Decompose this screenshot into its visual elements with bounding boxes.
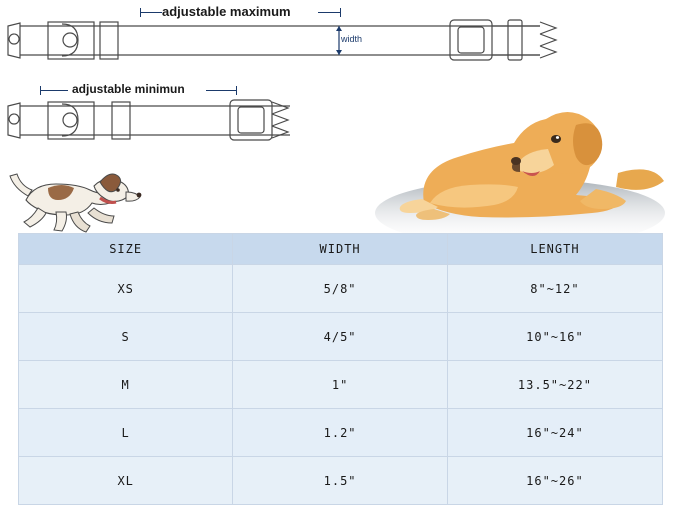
cell-width: 5/8" [233, 265, 448, 313]
cell-width: 1" [233, 361, 448, 409]
running-dog-illustration [8, 160, 153, 235]
cell-width: 4/5" [233, 313, 448, 361]
cell-size: L [19, 409, 233, 457]
cell-length: 10"~16" [447, 313, 662, 361]
size-table [18, 233, 663, 505]
cell-size: XL [19, 457, 233, 505]
cell-length: 13.5"~22" [447, 361, 662, 409]
adjustable-minimum-label: adjustable minimun [72, 82, 185, 96]
header-length: LENGTH [447, 234, 662, 265]
cell-length: 16"~26" [447, 457, 662, 505]
header-width: WIDTH [233, 234, 448, 265]
table-header-row [19, 234, 663, 265]
cell-length: 8"~12" [447, 265, 662, 313]
cell-size: XS [19, 265, 233, 313]
cell-length: 16"~24" [447, 409, 662, 457]
adjustable-maximum-label: adjustable maximum [162, 4, 291, 19]
table-row [19, 313, 663, 361]
table-row [19, 409, 663, 457]
table-row [19, 457, 663, 505]
width-label: width [341, 34, 363, 44]
size-table-wrapper [18, 233, 663, 505]
header-size: SIZE [19, 234, 233, 265]
cell-width: 1.5" [233, 457, 448, 505]
table-row [19, 361, 663, 409]
cell-width: 1.2" [233, 409, 448, 457]
cell-size: S [19, 313, 233, 361]
table-row [19, 265, 663, 313]
lying-dog-illustration [360, 95, 670, 255]
cell-size: M [19, 361, 233, 409]
